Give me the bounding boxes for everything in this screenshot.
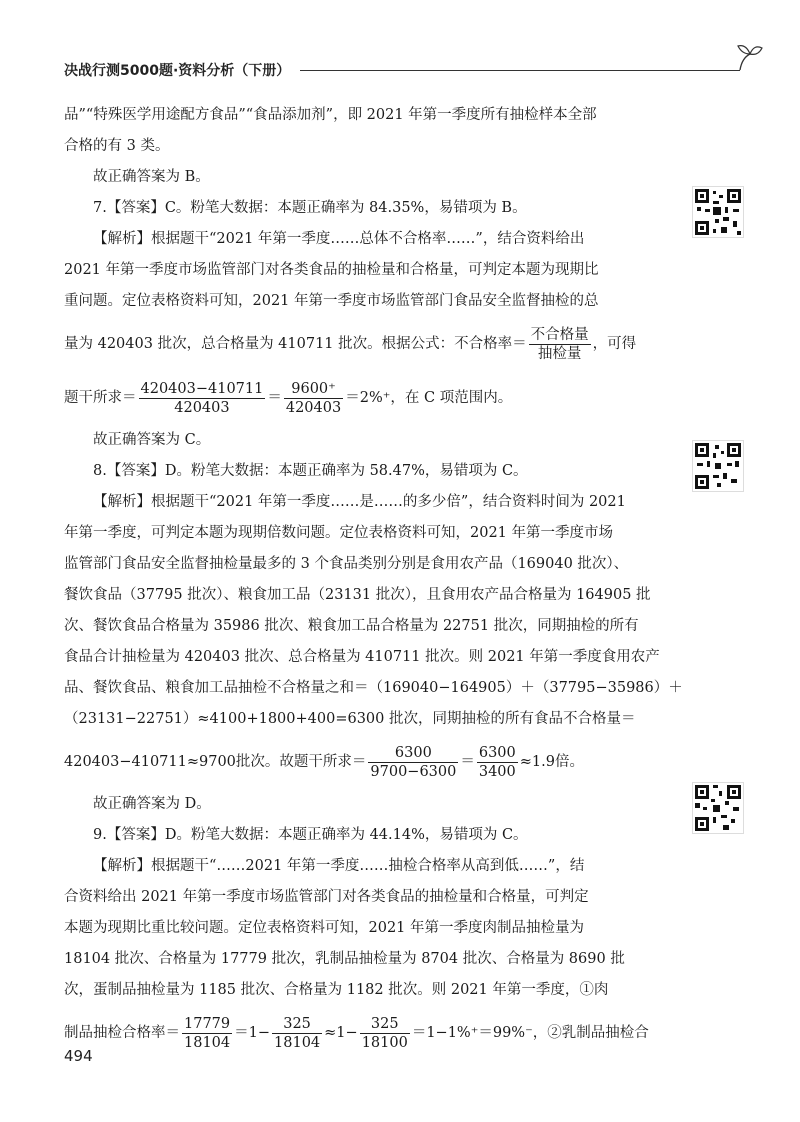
fraction [139, 380, 266, 417]
fraction [360, 1015, 410, 1052]
answer-conclusion: 故正确答案为 B。 [93, 169, 210, 185]
text-line: 合格的有 3 类。 [64, 138, 170, 154]
page-header [64, 58, 754, 84]
fraction-numerator: 420403−410711 [140, 380, 264, 397]
fraction-numerator: 9600⁺ [284, 380, 343, 399]
q9-analysis-line: 次，蛋制品抽检量为 1185 批次、合格量为 1182 批次。则 2021 年第一季度，①肉 [64, 982, 609, 998]
q7-formula-line [64, 317, 664, 371]
answer-conclusion: 故正确答案为 C。 [93, 432, 211, 448]
q7-analysis-line: 【解析】根据题干“2021 年第一季度……总体不合格率……”，结合资料给出 [93, 231, 585, 247]
header-title: 决战行测5000题·资料分析（下册） [64, 63, 291, 79]
equals-sign: ＝ [267, 390, 282, 406]
q7-answer-heading: 7.【答案】C。粉笔大数据：本题正确率为 84.35%，易错项为 B。 [93, 200, 527, 216]
fraction-numerator: 6300 [478, 744, 516, 761]
fraction [182, 1015, 232, 1052]
fraction-denominator: 9700−6300 [370, 763, 457, 780]
q9-answer-heading: 9.【答案】D。粉笔大数据：本题正确率为 44.14%，易错项为 C。 [93, 827, 528, 843]
qr-code-q7[interactable] [692, 186, 744, 238]
q9-analysis-line: 18104 批次、合格量为 17779 批次，乳制品抽检量为 8704 批次、合格量为 8690 批 [64, 951, 625, 967]
q8-analysis-line: 监管部门食品安全监督抽检量最多的 3 个食品类别分别是食用农产品（169040 批次）、 [64, 556, 629, 572]
fraction-denominator: 18104 [184, 1034, 231, 1051]
answer-conclusion: 故正确答案为 D。 [93, 796, 211, 812]
fraction-numerator: 6300 [368, 744, 458, 763]
qr-code-q8[interactable] [692, 440, 744, 492]
solution-text [64, 100, 683, 1060]
qr-code-icon [693, 187, 743, 237]
text-segment: ＝1−1%⁺＝99%⁻，②乳制品抽检合 [411, 1025, 649, 1041]
q9-analysis-line: 【解析】根据题干“……2021 年第一季度……抽检合格率从高到低……”，结 [93, 858, 585, 874]
q7-analysis-line: 2021 年第一季度市场监管部门对各类食品的抽检量和合格量，可判定本题为现期比 [64, 262, 599, 278]
q8-analysis-line: 食品合计抽检量为 420403 批次、总合格量为 410711 批次。则 2021 年第一季度食用农产 [64, 649, 660, 665]
fraction [284, 380, 343, 417]
fraction-denominator: 18100 [361, 1034, 408, 1051]
q8-analysis-line: （23131−22751）≈4100+1800+400=6300 批次，同期抽检的所有食品不合格量＝ [64, 711, 636, 727]
q8-analysis-line: 品、餐饮食品、粮食加工品抽检不合格量之和＝（169040−164905）＋（37795−35986）＋ [64, 680, 683, 696]
fraction-numerator: 325 [272, 1015, 322, 1034]
fraction-numerator: 325 [360, 1015, 410, 1034]
equals-sign: ＝ [460, 754, 475, 770]
text-segment: 420403−410711≈9700批次。故题干所求＝ [64, 754, 367, 770]
fraction-denominator: 420403 [174, 399, 230, 416]
qr-code-icon [693, 783, 743, 833]
fraction [272, 1015, 322, 1052]
page-number: 494 [64, 1047, 93, 1065]
qr-code-icon [693, 441, 743, 491]
fraction-denominator: 420403 [285, 399, 342, 416]
text-segment: 量为 420403 批次，总合格量为 410711 批次。根据公式：不合格率＝ [64, 336, 527, 352]
fraction-denominator: 抽检量 [537, 345, 582, 362]
text-line: 品”“特殊医学用途配方食品”“食品添加剂”，即 2021 年第一季度所有抽检样本全部 [64, 107, 597, 123]
qr-code-q9[interactable] [692, 782, 744, 834]
text-segment: ≈1.9倍。 [519, 754, 584, 770]
q8-analysis-line: 年第一季度，可判定本题为现期倍数问题。定位表格资料可知，2021 年第一季度市场 [64, 525, 614, 541]
text-segment: 制品抽检合格率＝ [64, 1025, 180, 1041]
q7-analysis-line: 重问题。定位表格资料可知，2021 年第一季度市场监管部门食品安全监督抽检的总 [64, 293, 599, 309]
header-rule [300, 70, 740, 71]
fraction-numerator: 不合格量 [530, 326, 589, 343]
text-segment: ＝1− [234, 1025, 271, 1041]
q9-analysis-line: 本题为现期比重比较问题。定位表格资料可知，2021 年第一季度肉制品抽检量为 [64, 920, 585, 936]
q7-calc-line [64, 371, 664, 425]
fraction [368, 744, 458, 781]
text-segment: ＝2%⁺，在 C 项范围内。 [345, 390, 513, 406]
text-segment: ，可得 [592, 336, 637, 352]
q9-analysis-line: 合资料给出 2021 年第一季度市场监管部门对各类食品的抽检量和合格量，可判定 [64, 889, 589, 905]
q8-answer-heading: 8.【答案】D。粉笔大数据：本题正确率为 58.47%，易错项为 C。 [93, 463, 528, 479]
fraction-denominator: 3400 [478, 763, 516, 780]
q8-analysis-line: 次、餐饮食品合格量为 35986 批次、粮食加工品合格量为 22751 批次，同期抽检的所有 [64, 618, 639, 634]
q9-calc-line [64, 1006, 664, 1060]
fraction [477, 744, 518, 781]
text-segment: ≈1− [324, 1025, 358, 1041]
fraction-denominator: 18104 [274, 1034, 321, 1051]
sprout-icon [736, 42, 764, 72]
fraction-numerator: 17779 [184, 1015, 231, 1032]
q8-calc-line [64, 735, 664, 789]
fraction-unqualified-rate [529, 326, 591, 363]
text-segment: 题干所求＝ [64, 390, 137, 406]
q8-analysis-line: 餐饮食品（37795 批次）、粮食加工品（23131 批次），且食用农产品合格量为 164905 批 [64, 587, 651, 603]
q8-analysis-line: 【解析】根据题干“2021 年第一季度……是……的多少倍”，结合资料时间为 2021 [93, 494, 626, 510]
